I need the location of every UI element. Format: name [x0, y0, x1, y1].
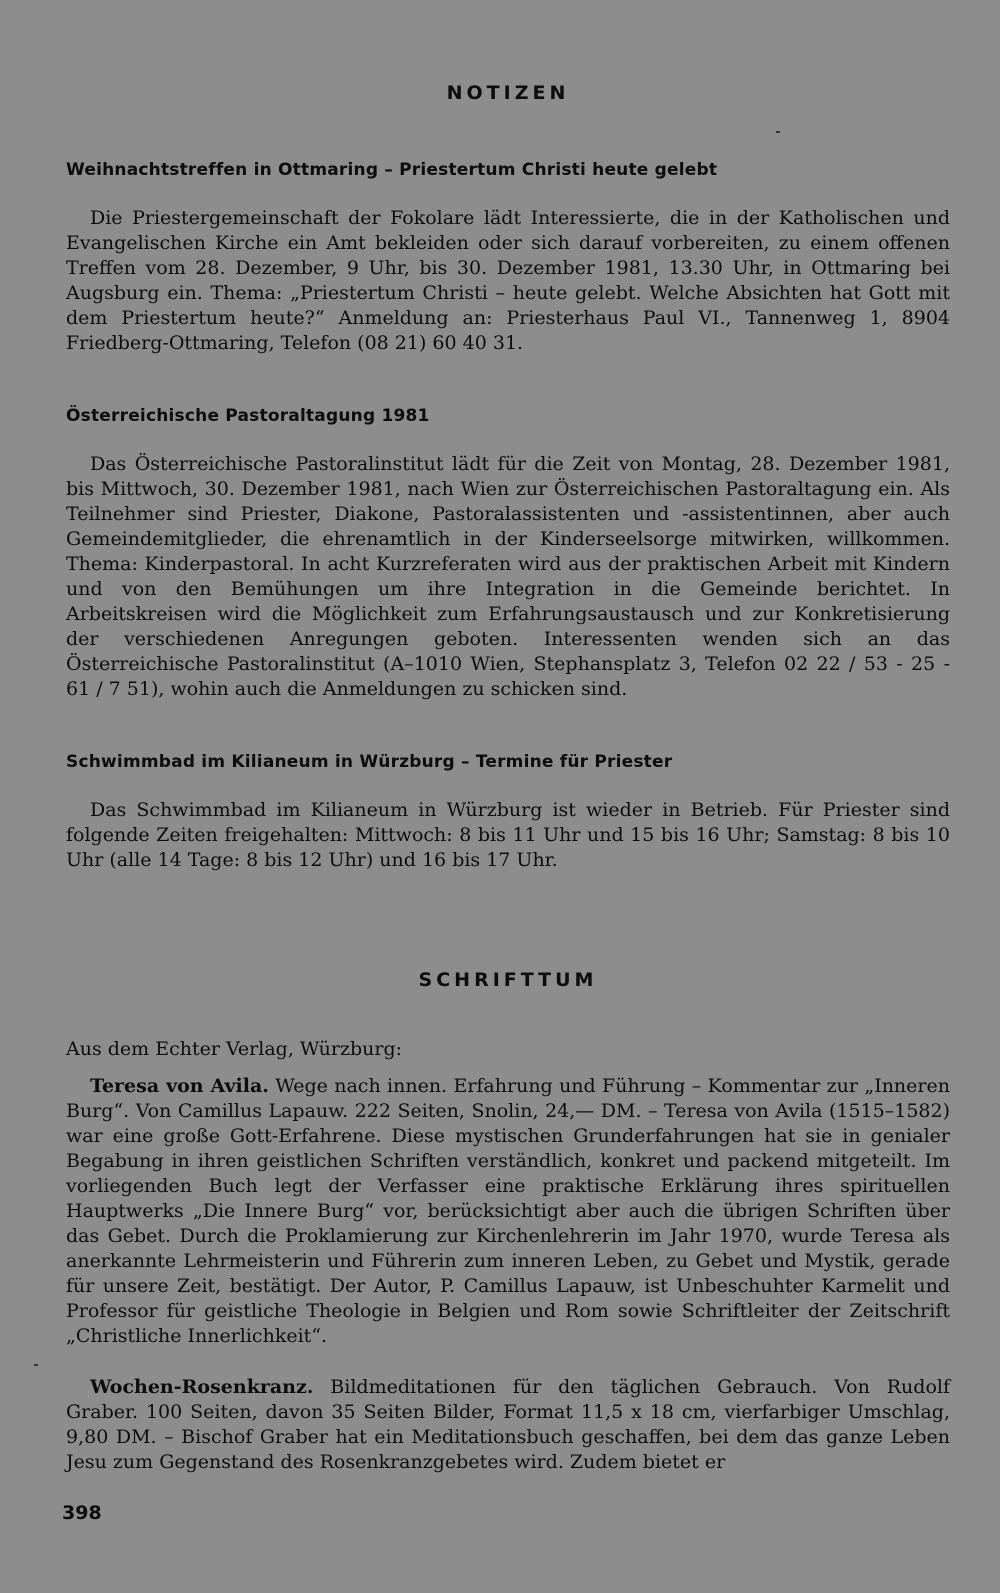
notice-ottmaring	[66, 160, 950, 356]
publisher-intro: Aus dem Echter Verlag, Würzburg:	[66, 1038, 403, 1060]
review-text: Bildmeditationen für den täglichen Gebrauch. Von Rudolf Graber. 100 Seiten, davon 35 Seiten Bilder, Format 11,5 x 18 cm, vierfarbiger Umschlag, 9,80 DM. – Bischof Graber hat ein Meditationsbuch geschaffen, bei dem das ganze Leben Jesu zum Gegenstand des Rosenkranzgebetes wird. Zudem bietet er	[66, 1376, 950, 1473]
notice-heading: Österreichische Pastoraltagung 1981	[66, 406, 430, 426]
notice-body: Das Schwimmbad im Kilianeum in Würzburg ist wieder in Betrieb. Für Priester sind folgende Zeiten freigehalten: Mittwoch: 8 bis 11 Uhr und 15 bis 16 Uhr; Samstag: 8 bis 10 Uhr (alle 14 Tage: 8 bis 12 Uhr) und 16 bis 17 Uhr.	[66, 799, 950, 871]
review-title: Teresa von Avila.	[90, 1075, 269, 1097]
review-text: Wege nach innen. Erfahrung und Führung – Kommentar zur „Inneren Burg“. Von Camillus Lapauw. 222 Seiten, Snolin, 24,— DM. – Teresa von Avila (1515–1582) war eine große Gott-Erfahrene. Diese mystischen Grunderfahrungen hat sie in genialer Begabung in ihren geistlichen Schriften verständlich, konkret und packend mitgeteilt. Im vorliegenden Buch legt der Verfasser eine praktische Erklärung ihres spirituellen Hauptwerks „Die Innere Burg“ vor, berücksichtigt aber auch die übrigen Schriften über das Gebet. Durch die Proklamierung zur Kirchenlehrerin im Jahr 1970, wurde Teresa als anerkannte Lehrmeisterin und Führerin zum inneren Leben, zu Gebet und Mystik, gerade für unsere Zeit, bestätigt. Der Autor, P. Camillus Lapauw, ist Unbeschuhter Karmelit und Professor für geistliche Theologie in Belgien und Rom sowie Schriftleiter der Zeitschrift „Christliche Innerlichkeit“.	[66, 1075, 950, 1347]
page-number: 398	[62, 1502, 102, 1524]
notice-body: Das Österreichische Pastoralinstitut lädt für die Zeit von Montag, 28. Dezember 1981, bis Mittwoch, 30. Dezember 1981, nach Wien zur Österreichischen Pastoraltagung ein. Als Teilnehmer sind Priester, Diakone, Pastoralassistenten und -assistentinnen, aber auch Gemeindemitglieder, die ehrenamtlich in der Kinderseelsorge mitwirken, willkommen. Thema: Kinderpastoral. In acht Kurzreferaten wird aus der praktischen Arbeit mit Kindern und von den Bemühungen um ihre Integration in die Gemeinde berichtet. In Arbeitskreisen wird die Möglichkeit zum Erfahrungsaustausch und zur Konkretisierung der verschiedenen Anregungen geboten. Interessenten wenden sich an das Österreichische Pastoralinstitut (A–1010 Wien, Stephansplatz 3, Telefon 02 22 / 53 - 25 - 61 / 7 51), wohin auch die Anmeldungen zu schicken sind.	[66, 453, 950, 700]
notice-schwimmbad	[66, 752, 950, 873]
notice-pastoraltagung	[66, 406, 950, 702]
review-teresa	[66, 1074, 950, 1349]
review-title: Wochen-Rosenkranz.	[90, 1376, 314, 1398]
notice-heading: Weihnachtstreffen in Ottmaring – Priestertum Christi heute gelebt	[66, 160, 718, 180]
notizen-section-title: NOTIZEN	[446, 82, 570, 104]
notice-body: Die Priestergemeinschaft der Fokolare lädt Interessierte, die in der Katholischen und Evangelischen Kirche ein Amt bekleiden oder sich darauf vorbereiten, zu einem offenen Treffen vom 28. Dezember, 9 Uhr, bis 30. Dezember 1981, 13.30 Uhr, in Ottmaring bei Augsburg ein. Thema: „Priestertum Christi – heute gelebt. Welche Absichten hat Gott mit dem Priestertum heute?“ Anmeldung an: Priesterhaus Paul VI., Tannenweg 1, 8904 Friedberg-Ottmaring, Telefon (08 21) 60 40 31.	[66, 207, 950, 354]
notice-heading: Schwimmbad im Kilianeum in Würzburg – Termine für Priester	[66, 752, 673, 772]
scan-speck	[34, 1364, 38, 1366]
review-rosenkranz	[66, 1375, 950, 1475]
scan-speck	[776, 131, 780, 133]
schrifttum-section-title: SCHRIFTTUM	[418, 969, 598, 991]
